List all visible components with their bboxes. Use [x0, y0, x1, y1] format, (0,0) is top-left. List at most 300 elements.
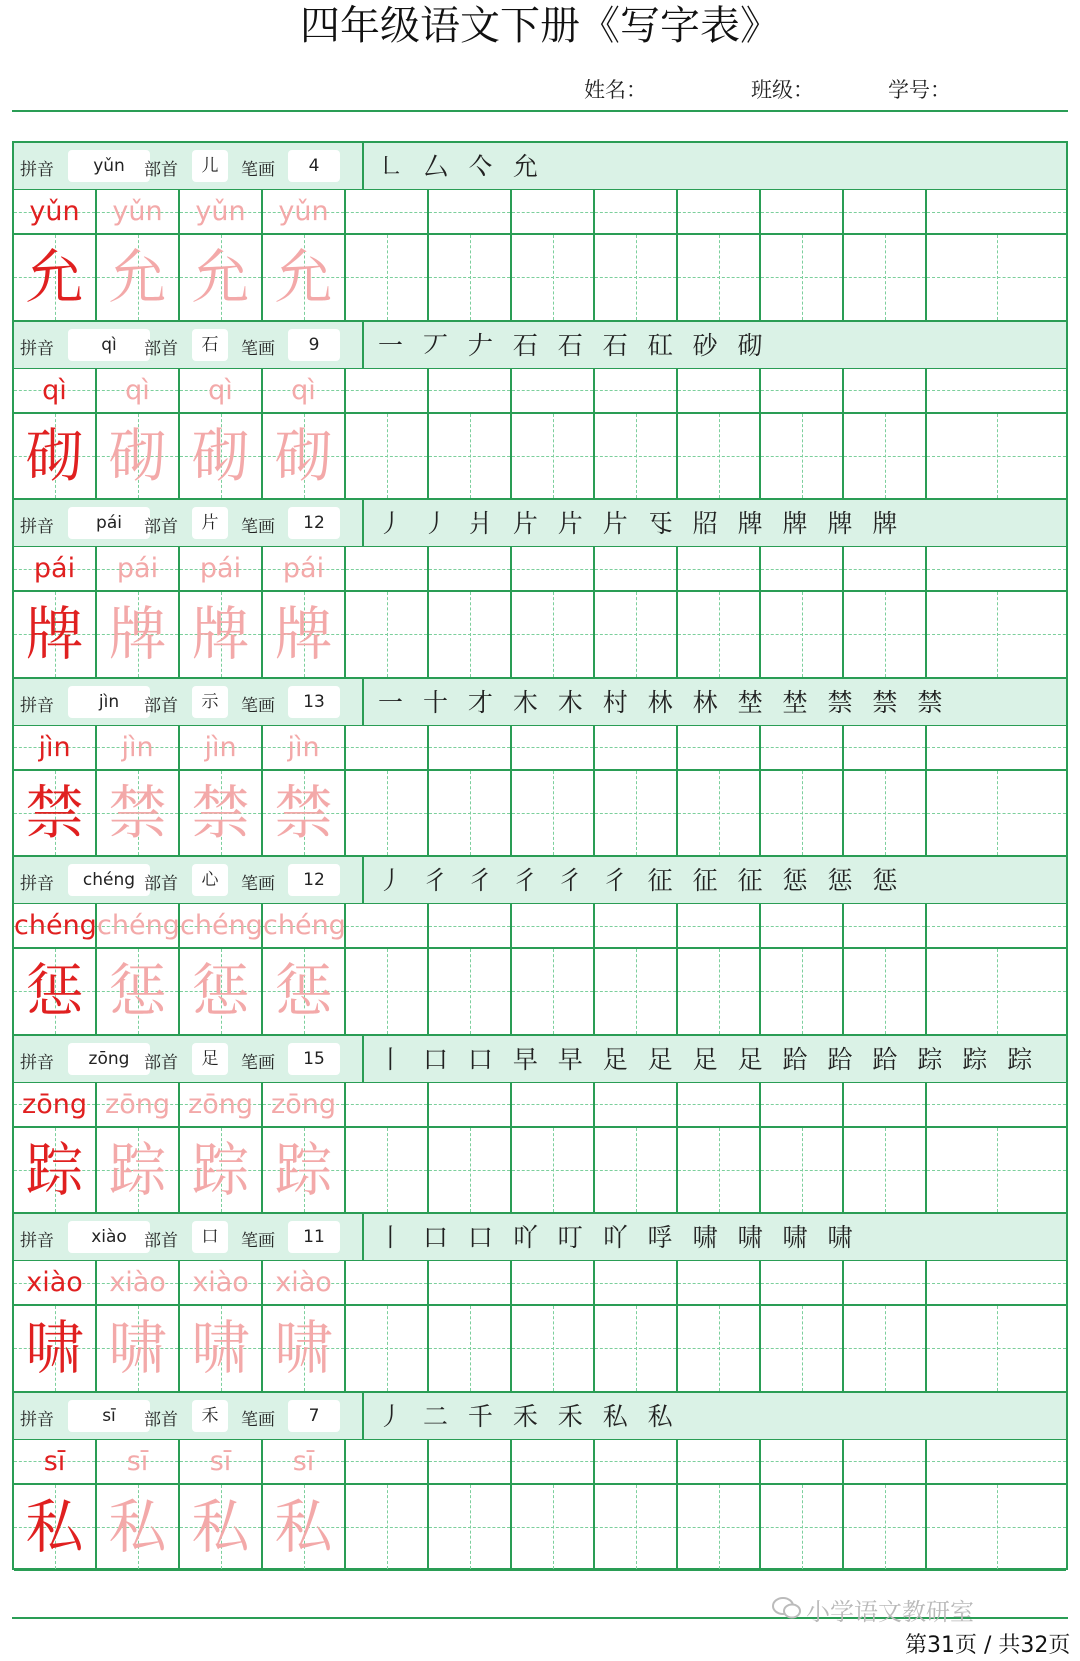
character-cell[interactable]: [844, 414, 927, 499]
character-cell[interactable]: [761, 592, 844, 677]
character-cell[interactable]: [595, 949, 678, 1034]
character-cell[interactable]: [595, 1128, 678, 1213]
character-cell[interactable]: [346, 592, 429, 677]
character-cell[interactable]: [844, 1485, 927, 1570]
grid-guide-h: [761, 1461, 842, 1462]
character-cell[interactable]: [512, 1485, 595, 1570]
pinyin-value: pái: [68, 507, 150, 539]
pinyin-trace: chéng: [180, 910, 263, 941]
pinyin-cell[interactable]: [429, 547, 512, 590]
grid-guide-h: [512, 926, 593, 927]
pinyin-trace: yǔn: [278, 196, 329, 227]
grid-guide-h: [761, 390, 842, 391]
character-cell[interactable]: [761, 414, 844, 499]
character-trace: 私: [191, 1492, 250, 1561]
char-block: [14, 1036, 1066, 1215]
pinyin-trace: sī: [292, 1445, 315, 1477]
pinyin-cell[interactable]: [761, 369, 844, 412]
radical-value: 禾: [192, 1400, 228, 1432]
grid-guide-h: [678, 926, 759, 927]
character-cell[interactable]: [512, 1306, 595, 1391]
pinyin-cell[interactable]: [761, 726, 844, 769]
grid-guide-h: [761, 569, 842, 570]
pinyin-trace: sī: [209, 1445, 232, 1477]
grid-guide-v: [387, 1306, 388, 1391]
character-cell[interactable]: [346, 771, 429, 856]
character-cell: [97, 235, 180, 320]
pinyin-cell[interactable]: [429, 1261, 512, 1304]
grid-guide-h: [761, 747, 842, 748]
character-cell: [263, 592, 346, 677]
character-cell: [97, 949, 180, 1034]
grid-guide-v: [719, 771, 720, 856]
pinyin-cell[interactable]: [761, 904, 844, 947]
character-cell[interactable]: [844, 235, 927, 320]
grid-guide-v: [719, 1128, 720, 1213]
pinyin-cell[interactable]: [595, 1261, 678, 1304]
grid-guide-v: [802, 592, 803, 677]
character-cell[interactable]: [844, 592, 927, 677]
character-cell[interactable]: [761, 235, 844, 320]
pinyin-cell[interactable]: [512, 369, 595, 412]
pinyin-cell[interactable]: [346, 369, 429, 412]
pinyin-value: sī: [68, 1400, 150, 1432]
grid-guide-h: [346, 1104, 427, 1105]
stroke-order: 丿 彳 彳 彳 彳 彳 征 征 征 惩 惩 惩: [378, 866, 904, 895]
pinyin-cell: [14, 369, 97, 412]
pinyin-trace: pái: [282, 553, 325, 584]
character-trace: 私: [274, 1492, 333, 1561]
pinyin-model: xiào: [26, 1267, 83, 1298]
class-label: 班级：: [751, 78, 814, 102]
pinyin-label: 拼音: [20, 1409, 54, 1430]
character-cell[interactable]: [595, 592, 678, 677]
stroke-count-value: 13: [288, 686, 340, 718]
grid-guide-v: [997, 949, 998, 1034]
character-row: [14, 592, 1066, 679]
pinyin-cell[interactable]: [678, 190, 761, 233]
stroke-order: 丨 口 口 吖 叮 吖 哹 啸 啸 啸 啸: [378, 1223, 859, 1252]
character-cell[interactable]: [429, 1306, 512, 1391]
radical-label: 部首: [144, 1052, 178, 1073]
character-cell[interactable]: [595, 1485, 678, 1570]
pinyin-cell[interactable]: [927, 1083, 1066, 1126]
character-cell[interactable]: [429, 1485, 512, 1570]
stroke-count-value: 4: [288, 150, 340, 182]
pinyin-label: 拼音: [20, 338, 54, 359]
pinyin-cell[interactable]: [512, 190, 595, 233]
pinyin-cell[interactable]: [429, 1083, 512, 1126]
char-block: [14, 500, 1066, 679]
character-trace: 禁: [191, 778, 250, 847]
grid-guide-h: [844, 926, 925, 927]
character-cell[interactable]: [678, 235, 761, 320]
pinyin-cell[interactable]: [927, 1261, 1066, 1304]
pinyin-cell[interactable]: [512, 547, 595, 590]
character-cell[interactable]: [346, 235, 429, 320]
character-cell: [263, 235, 346, 320]
radical-label: 部首: [144, 1231, 178, 1251]
character-cell[interactable]: [678, 414, 761, 499]
character-cell[interactable]: [844, 949, 927, 1034]
pinyin-cell[interactable]: [678, 904, 761, 947]
character-row: [14, 1306, 1066, 1393]
pinyin-cell[interactable]: [761, 190, 844, 233]
character-trace: 惩: [108, 957, 167, 1025]
character-cell: [180, 414, 263, 499]
pinyin-trace: chéng: [97, 910, 180, 941]
character-cell[interactable]: [429, 235, 512, 320]
character-cell[interactable]: [927, 1485, 1066, 1570]
pinyin-cell[interactable]: [678, 726, 761, 769]
stroke-count-value: 7: [288, 1400, 340, 1432]
stroke-order: ㇗ 厶 亽 允: [378, 152, 544, 181]
pinyin-cell[interactable]: [512, 1440, 595, 1483]
grid-guide-v: [387, 235, 388, 320]
pinyin-trace: xiào: [192, 1267, 249, 1298]
character-trace: 允: [274, 243, 333, 311]
character-cell[interactable]: [844, 1306, 927, 1391]
pinyin-cell: [263, 1083, 346, 1126]
pinyin-cell[interactable]: [844, 1440, 927, 1483]
radical-value: 儿: [192, 150, 228, 182]
character-cell[interactable]: [927, 949, 1066, 1034]
character-cell[interactable]: [429, 771, 512, 856]
radical-label: 部首: [144, 1409, 178, 1430]
pinyin-cell[interactable]: [927, 904, 1066, 947]
pinyin-cell[interactable]: [844, 904, 927, 947]
character-cell: [263, 949, 346, 1034]
pinyin-trace: zōng: [188, 1088, 253, 1120]
character-cell[interactable]: [595, 1306, 678, 1391]
pinyin-cell[interactable]: [346, 904, 429, 947]
character-cell[interactable]: [927, 1306, 1066, 1391]
grid-guide-h: [429, 1283, 510, 1284]
grid-guide-h: [844, 747, 925, 748]
pinyin-value: chéng: [68, 864, 150, 896]
pinyin-cell[interactable]: [927, 1440, 1066, 1483]
pinyin-cell: [97, 904, 180, 947]
pinyin-cell: [97, 726, 180, 769]
grid-guide-v: [885, 235, 886, 320]
grid-guide-h: [595, 390, 676, 391]
pinyin-cell: [97, 1440, 180, 1483]
grid-guide-v: [719, 949, 720, 1034]
pinyin-cell: [180, 190, 263, 233]
pinyin-cell[interactable]: [927, 190, 1066, 233]
character-cell[interactable]: [429, 949, 512, 1034]
character-cell[interactable]: [678, 771, 761, 856]
character-cell[interactable]: [927, 771, 1066, 856]
pinyin-cell: [14, 1083, 97, 1126]
grid-guide-h: [678, 1104, 759, 1105]
char-block: [14, 143, 1066, 322]
char-info: [14, 143, 364, 190]
pinyin-cell[interactable]: [844, 1083, 927, 1126]
pinyin-cell[interactable]: [595, 369, 678, 412]
radical-value: 石: [192, 329, 228, 361]
stroke-count-value: 12: [288, 507, 340, 539]
pinyin-trace: xiào: [275, 1267, 332, 1298]
character-cell[interactable]: [678, 592, 761, 677]
pinyin-cell[interactable]: [595, 1440, 678, 1483]
radical-label: 部首: [144, 160, 178, 180]
pinyin-cell[interactable]: [844, 369, 927, 412]
character-trace: 砌: [108, 421, 167, 490]
grid-guide-h: [844, 212, 925, 213]
grid-guide-h: [595, 569, 676, 570]
pinyin-cell[interactable]: [678, 369, 761, 412]
character-cell: [180, 771, 263, 856]
pinyin-label: 拼音: [20, 695, 54, 716]
character-cell[interactable]: [761, 1128, 844, 1213]
pinyin-cell[interactable]: [512, 904, 595, 947]
pinyin-value: jìn: [68, 686, 150, 718]
character-cell: [263, 414, 346, 499]
pinyin-cell[interactable]: [346, 726, 429, 769]
pinyin-cell: [263, 190, 346, 233]
student-id-label: 学号：: [888, 78, 951, 102]
pinyin-trace: jìn: [287, 731, 320, 763]
grid-guide-v: [387, 1128, 388, 1213]
strokes-label: 笔画: [241, 1231, 275, 1251]
character-cell[interactable]: [844, 771, 927, 856]
grid-guide-v: [802, 949, 803, 1034]
pinyin-cell[interactable]: [595, 190, 678, 233]
character-model: 牌: [25, 600, 84, 668]
character-cell[interactable]: [595, 414, 678, 499]
character-trace: 啸: [274, 1314, 333, 1382]
grid-guide-v: [387, 592, 388, 677]
character-row: [14, 414, 1066, 501]
char-block: [14, 857, 1066, 1036]
character-cell[interactable]: [761, 1485, 844, 1570]
character-cell[interactable]: [512, 949, 595, 1034]
grid-guide-h: [429, 747, 510, 748]
character-cell[interactable]: [927, 1128, 1066, 1213]
pinyin-cell[interactable]: [844, 547, 927, 590]
grid-guide-h: [844, 1461, 925, 1462]
grid-guide-v: [997, 1485, 998, 1570]
grid-guide-v: [719, 414, 720, 499]
pinyin-cell[interactable]: [346, 1083, 429, 1126]
character-cell[interactable]: [346, 1485, 429, 1570]
pinyin-cell[interactable]: [346, 1440, 429, 1483]
strokes-label: 笔画: [241, 517, 275, 537]
grid-guide-h: [346, 926, 427, 927]
pinyin-cell[interactable]: [429, 726, 512, 769]
character-cell[interactable]: [927, 414, 1066, 499]
pinyin-cell[interactable]: [927, 547, 1066, 590]
grid-guide-v: [997, 592, 998, 677]
pinyin-cell[interactable]: [429, 1440, 512, 1483]
strokes-label: 笔画: [241, 695, 275, 716]
writing-sheet: [12, 141, 1068, 1570]
pinyin-cell[interactable]: [678, 1261, 761, 1304]
pinyin-cell: [180, 726, 263, 769]
pinyin-cell[interactable]: [678, 1440, 761, 1483]
pinyin-label: 拼音: [20, 874, 54, 894]
pinyin-cell[interactable]: [678, 547, 761, 590]
stroke-order: 丿 二 千 禾 禾 私 私: [378, 1401, 679, 1431]
pinyin-trace: zōng: [105, 1088, 170, 1120]
character-cell[interactable]: [512, 592, 595, 677]
grid-guide-v: [802, 235, 803, 320]
character-cell: [14, 1128, 97, 1213]
pinyin-cell[interactable]: [429, 369, 512, 412]
grid-guide-v: [885, 1485, 886, 1570]
grid-guide-h: [512, 569, 593, 570]
character-cell[interactable]: [595, 771, 678, 856]
pinyin-cell[interactable]: [429, 190, 512, 233]
pinyin-cell: [97, 1083, 180, 1126]
character-row: [14, 1485, 1066, 1572]
character-cell: [180, 1485, 263, 1570]
pinyin-cell[interactable]: [595, 547, 678, 590]
grid-guide-v: [470, 771, 471, 856]
character-trace: 踪: [274, 1135, 333, 1204]
grid-guide-v: [470, 1485, 471, 1570]
pinyin-cell: [14, 1440, 97, 1483]
pinyin-cell[interactable]: [844, 1261, 927, 1304]
grid-guide-v: [885, 1306, 886, 1391]
grid-guide-h: [761, 212, 842, 213]
pinyin-cell[interactable]: [346, 190, 429, 233]
character-cell[interactable]: [346, 1128, 429, 1213]
character-cell[interactable]: [678, 1485, 761, 1570]
character-trace: 啸: [191, 1314, 250, 1382]
character-cell[interactable]: [346, 1306, 429, 1391]
pinyin-cell: [14, 547, 97, 590]
character-cell[interactable]: [678, 1306, 761, 1391]
radical-value: 片: [192, 507, 228, 539]
pinyin-row: [14, 904, 1066, 949]
pinyin-cell[interactable]: [844, 190, 927, 233]
watermark-text: 小学语文教研室: [806, 1598, 974, 1626]
pinyin-cell[interactable]: [512, 726, 595, 769]
pinyin-cell: [97, 369, 180, 412]
grid-guide-h: [927, 569, 1066, 570]
pinyin-cell[interactable]: [512, 1261, 595, 1304]
character-cell[interactable]: [678, 1128, 761, 1213]
grid-guide-v: [387, 771, 388, 856]
grid-guide-v: [553, 414, 554, 499]
pinyin-cell[interactable]: [512, 1083, 595, 1126]
char-header: [14, 1036, 1066, 1083]
pinyin-cell: [180, 1261, 263, 1304]
character-cell: [14, 771, 97, 856]
character-cell: [180, 1128, 263, 1213]
character-cell[interactable]: [761, 771, 844, 856]
pinyin-model: jìn: [38, 731, 71, 763]
character-cell[interactable]: [512, 771, 595, 856]
pinyin-trace: qì: [125, 374, 150, 406]
grid-guide-v: [885, 1128, 886, 1213]
character-cell: [180, 1306, 263, 1391]
character-cell[interactable]: [761, 949, 844, 1034]
character-trace: 牌: [108, 600, 167, 668]
strokes-label: 笔画: [241, 1052, 275, 1073]
strokes-label: 笔画: [241, 874, 275, 894]
pinyin-cell[interactable]: [678, 1083, 761, 1126]
character-cell[interactable]: [429, 414, 512, 499]
pinyin-cell[interactable]: [429, 904, 512, 947]
character-cell[interactable]: [429, 1128, 512, 1213]
character-cell[interactable]: [761, 1306, 844, 1391]
character-model: 惩: [25, 957, 84, 1025]
character-cell[interactable]: [678, 949, 761, 1034]
grid-guide-h: [346, 569, 427, 570]
pinyin-cell: [263, 1261, 346, 1304]
grid-guide-h: [512, 1461, 593, 1462]
character-model: 啸: [25, 1314, 84, 1382]
character-cell[interactable]: [595, 235, 678, 320]
pinyin-cell[interactable]: [595, 726, 678, 769]
pinyin-cell[interactable]: [761, 1440, 844, 1483]
char-header: [14, 857, 1066, 904]
pinyin-cell: [180, 904, 263, 947]
grid-guide-h: [927, 1104, 1066, 1105]
character-cell[interactable]: [927, 592, 1066, 677]
pinyin-cell[interactable]: [927, 726, 1066, 769]
pinyin-cell: [263, 369, 346, 412]
grid-guide-h: [761, 1104, 842, 1105]
character-cell[interactable]: [512, 235, 595, 320]
character-model: 踪: [25, 1135, 84, 1204]
grid-guide-h: [429, 569, 510, 570]
radical-value: 足: [192, 1043, 228, 1075]
pinyin-cell[interactable]: [927, 369, 1066, 412]
pinyin-trace: pái: [199, 553, 242, 584]
pinyin-row: [14, 369, 1066, 414]
grid-guide-v: [470, 1128, 471, 1213]
pinyin-row: [14, 1440, 1066, 1485]
grid-guide-v: [553, 1306, 554, 1391]
character-cell[interactable]: [429, 592, 512, 677]
character-cell[interactable]: [512, 414, 595, 499]
pinyin-model: chéng: [14, 910, 97, 941]
pinyin-cell: [263, 547, 346, 590]
page-title: 四年级语文下册《写字表》: [300, 3, 780, 49]
character-cell[interactable]: [346, 949, 429, 1034]
pinyin-cell[interactable]: [761, 547, 844, 590]
pinyin-cell[interactable]: [595, 904, 678, 947]
character-trace: 踪: [108, 1135, 167, 1204]
character-cell: [180, 949, 263, 1034]
character-cell[interactable]: [844, 1128, 927, 1213]
pinyin-cell[interactable]: [595, 1083, 678, 1126]
pinyin-cell[interactable]: [346, 1261, 429, 1304]
character-trace: 私: [108, 1492, 167, 1561]
grid-guide-h: [346, 1283, 427, 1284]
grid-guide-h: [512, 390, 593, 391]
character-cell: [97, 771, 180, 856]
character-row: [14, 1128, 1066, 1215]
pinyin-cell[interactable]: [346, 547, 429, 590]
pinyin-cell[interactable]: [761, 1083, 844, 1126]
character-cell[interactable]: [512, 1128, 595, 1213]
character-cell[interactable]: [927, 235, 1066, 320]
pinyin-cell[interactable]: [761, 1261, 844, 1304]
pinyin-label: 拼音: [20, 1052, 54, 1073]
grid-guide-v: [997, 235, 998, 320]
pinyin-cell[interactable]: [844, 726, 927, 769]
page-number: 第31页 / 共32页: [905, 1633, 1071, 1658]
pinyin-cell: [97, 1261, 180, 1304]
character-cell[interactable]: [346, 414, 429, 499]
character-trace: 牌: [274, 600, 333, 668]
pinyin-cell: [180, 547, 263, 590]
